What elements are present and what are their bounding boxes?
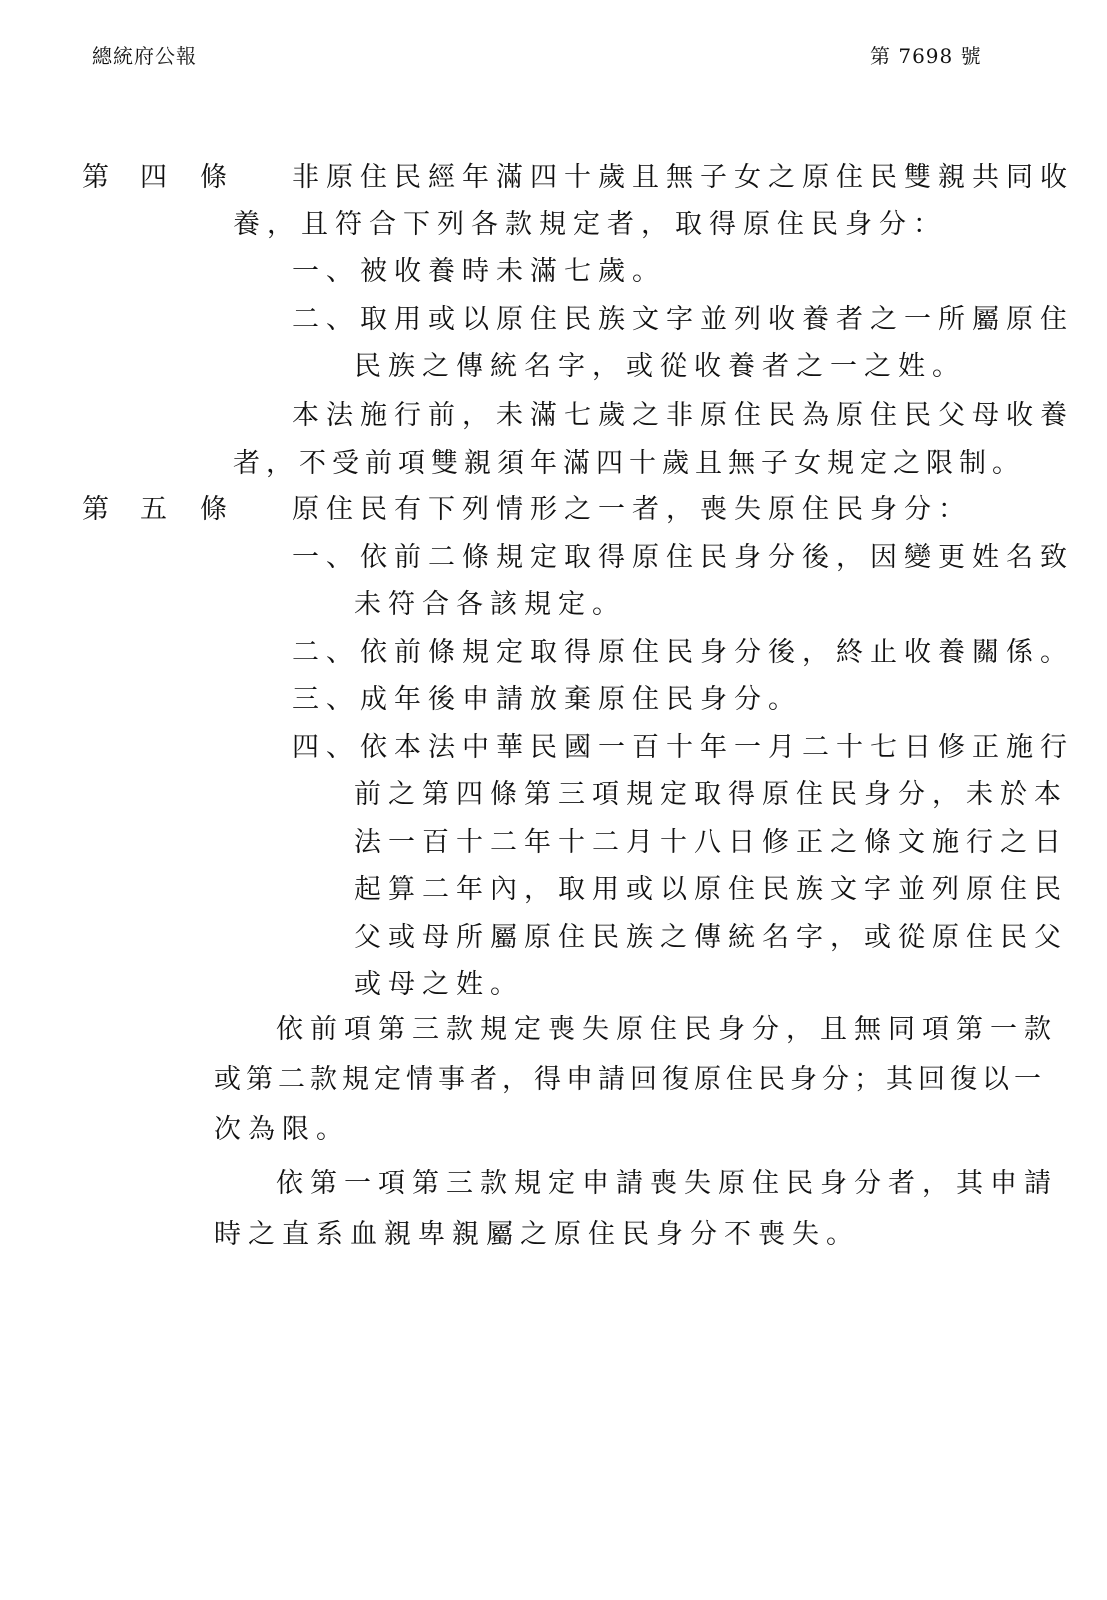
article-4-label-char: 四 (140, 162, 167, 193)
article-5-para-2-cont: 或第二款規定情事者，得申請回復原住民身分；其回復以一 (214, 1064, 1046, 1095)
article-5-para-2: 依前項第三款規定喪失原住民身分，且無同項第一款 (276, 1014, 1058, 1045)
page-header-left: 總統府公報 (92, 44, 197, 68)
article-5-item-3: 三、成年後申請放棄原住民身分。 (292, 684, 802, 715)
article-4-line: 養，且符合下列各款規定者，取得原住民身分： (233, 209, 947, 240)
article-5-item-4-cont: 或母之姓。 (354, 969, 524, 1000)
article-4-item-2-cont: 民族之傳統名字，或從收養者之一之姓。 (354, 351, 966, 382)
article-4-item-2: 二、取用或以原住民族文字並列收養者之一所屬原住 (292, 304, 1074, 335)
article-4-label-char: 第 (82, 162, 109, 193)
article-4-line: 非原住民經年滿四十歲且無子女之原住民雙親共同收 (292, 162, 1074, 193)
article-5-para-3-cont: 時之直系血親卑親屬之原住民身分不喪失。 (214, 1219, 860, 1250)
article-5-item-1-cont: 未符合各該規定。 (354, 589, 626, 620)
page-header-right: 第 7698 號 (870, 44, 982, 68)
article-4-para-2-cont: 者，不受前項雙親須年滿四十歲且無子女規定之限制。 (233, 448, 1025, 479)
article-5-label-char: 第 (82, 494, 109, 525)
article-5-para-2-cont: 次為限。 (214, 1114, 350, 1145)
article-5-item-4-cont: 法一百十二年十二月十八日修正之條文施行之日 (354, 827, 1068, 858)
article-4-item-1: 一、被收養時未滿七歲。 (292, 256, 666, 287)
article-4-para-2: 本法施行前，未滿七歲之非原住民為原住民父母收養 (292, 400, 1074, 431)
article-5-label-char: 五 (140, 494, 167, 525)
article-5-item-4: 四、依本法中華民國一百十年一月二十七日修正施行 (292, 732, 1074, 763)
article-5-para-3: 依第一項第三款規定申請喪失原住民身分者，其申請 (276, 1168, 1058, 1199)
article-5-item-1: 一、依前二條規定取得原住民身分後，因變更姓名致 (292, 542, 1074, 573)
article-5-item-4-cont: 父或母所屬原住民族之傳統名字，或從原住民父 (354, 922, 1068, 953)
article-5-item-4-cont: 前之第四條第三項規定取得原住民身分，未於本 (354, 779, 1068, 810)
article-5-line: 原住民有下列情形之一者，喪失原住民身分： (292, 494, 972, 525)
article-5-item-4-cont: 起算二年內，取用或以原住民族文字並列原住民 (354, 874, 1068, 905)
article-5-label-char: 條 (200, 494, 227, 525)
article-4-label-char: 條 (200, 162, 227, 193)
article-5-item-2: 二、依前條規定取得原住民身分後，終止收養關係。 (292, 637, 1074, 668)
